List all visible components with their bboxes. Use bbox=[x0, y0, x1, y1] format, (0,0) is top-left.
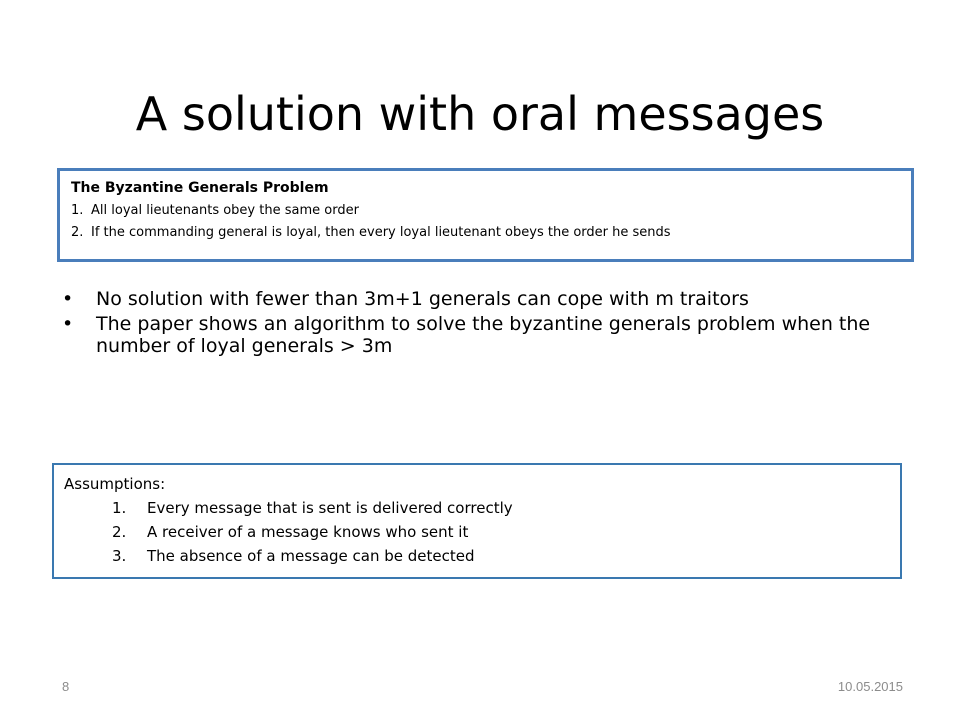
slide-page-number: 8 bbox=[62, 679, 70, 694]
bullet-text: No solution with fewer than 3m+1 generals can cope with m traitors bbox=[96, 288, 749, 310]
assumption-item bbox=[112, 521, 890, 543]
assumption-text: The absence of a message can be detected bbox=[147, 547, 475, 565]
problem-item-number: 2. bbox=[71, 225, 84, 240]
assumption-item bbox=[112, 545, 890, 567]
problem-list-item bbox=[71, 203, 901, 218]
problem-item-text: If the commanding general is loyal, then every loyal lieutenant obeys the order he sends bbox=[91, 225, 671, 240]
bullet-item bbox=[62, 313, 902, 357]
problem-box-title: The Byzantine Generals Problem bbox=[71, 180, 329, 196]
assumptions-box bbox=[52, 463, 902, 579]
assumption-text: A receiver of a message knows who sent it bbox=[147, 523, 469, 541]
slide-date: 10.05.2015 bbox=[837, 679, 903, 694]
bullet-text: The paper shows an algorithm to solve the byzantine generals problem when the number of loyal generals > 3m bbox=[96, 313, 871, 357]
slide-title: A solution with oral messages bbox=[135, 86, 825, 141]
bullet-symbol: • bbox=[62, 288, 74, 310]
problem-item-number: 1. bbox=[71, 203, 84, 218]
assumptions-title: Assumptions: bbox=[64, 475, 166, 493]
assumption-item bbox=[112, 497, 890, 519]
problem-list bbox=[71, 203, 901, 240]
assumption-text: Every message that is sent is delivered correctly bbox=[147, 499, 513, 517]
bullet-list bbox=[62, 288, 902, 360]
byzantine-problem-box bbox=[57, 168, 914, 262]
bullet-item bbox=[62, 288, 902, 310]
assumption-number: 2. bbox=[112, 523, 127, 541]
assumption-number: 3. bbox=[112, 547, 127, 565]
assumption-number: 1. bbox=[112, 499, 127, 517]
bullet-symbol: • bbox=[62, 313, 74, 335]
assumptions-list bbox=[64, 497, 890, 567]
problem-list-item bbox=[71, 225, 901, 240]
problem-item-text: All loyal lieutenants obey the same order bbox=[91, 203, 359, 218]
